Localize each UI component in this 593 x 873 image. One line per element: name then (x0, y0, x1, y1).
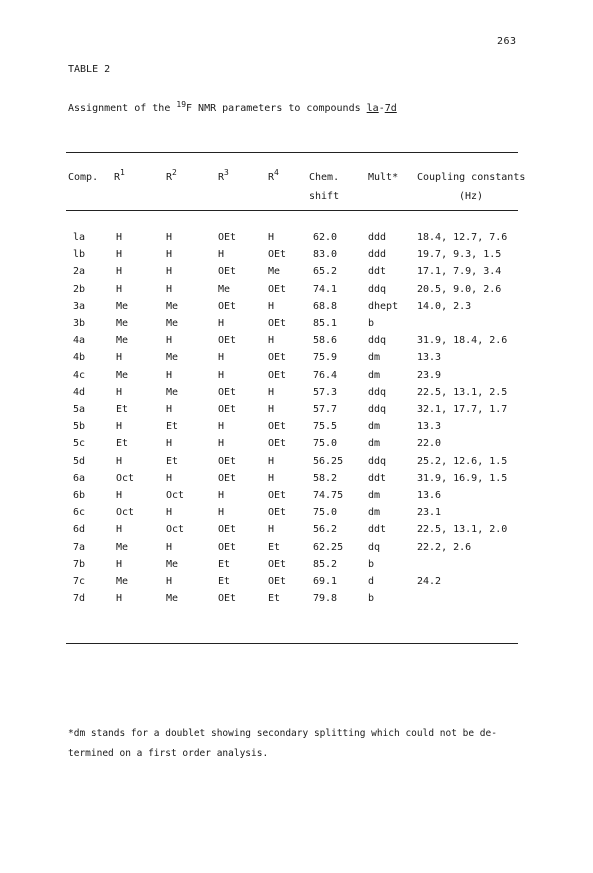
cell-r1: Me (116, 335, 129, 347)
cell-r3: H (218, 249, 225, 261)
header-r1 (114, 168, 125, 183)
cell-r2: H (166, 507, 173, 519)
cell-chem-shift: 79.8 (313, 593, 338, 605)
footnote-line2: termined on a first order analysis. (68, 748, 269, 759)
cell-r1: H (116, 232, 123, 243)
cell-coupling-constants: 31.9, 18.4, 2.6 (417, 335, 508, 347)
cell-chem-shift: 62.25 (313, 541, 344, 553)
table-row (0, 352, 593, 369)
cell-r1: H (116, 283, 123, 295)
cell-r2: Me (166, 300, 179, 312)
cell-r4: OEt (268, 249, 287, 261)
cell-multiplicity: b (368, 318, 375, 329)
cell-chem-shift: 85.1 (313, 318, 338, 329)
table-top-rule (66, 152, 518, 153)
header-r3 (218, 168, 229, 183)
cell-r3: OEt (218, 300, 237, 312)
table-header-rule (66, 210, 518, 211)
header-coupling-line1: Coupling constants (417, 172, 526, 183)
cell-r4: OEt (268, 421, 287, 433)
cell-chem-shift: 56.25 (313, 455, 344, 467)
cell-r3: H (218, 507, 225, 519)
caption-dash: - (378, 103, 385, 114)
cell-r2: H (166, 541, 173, 553)
cell-r3: OEt (218, 386, 237, 398)
table-row (0, 284, 593, 301)
cell-r2: Me (166, 386, 179, 398)
cell-chem-shift: 58.2 (313, 472, 338, 484)
cell-multiplicity: b (368, 593, 375, 605)
cell-r4: OEt (268, 558, 287, 570)
cell-r2: H (166, 472, 173, 484)
cell-chem-shift: 68.8 (313, 300, 338, 312)
cell-r3: OEt (218, 335, 237, 347)
cell-multiplicity: ddq (368, 386, 387, 398)
cell-compound: 4d (73, 386, 86, 398)
cell-r4: Me (268, 266, 281, 278)
cell-multiplicity: dhept (368, 300, 399, 312)
table-row (0, 438, 593, 455)
cell-multiplicity: ddt (368, 524, 387, 536)
cell-r4: OEt (268, 283, 287, 295)
cell-compound: 3a (73, 300, 86, 312)
cell-multiplicity: ddt (368, 266, 387, 278)
cell-r1: Oct (116, 507, 135, 519)
cell-multiplicity: ddd (368, 232, 387, 243)
cell-coupling-constants: 13.3 (417, 352, 442, 364)
cell-multiplicity: dm (368, 507, 381, 519)
cell-r3: Me (218, 283, 231, 295)
cell-multiplicity: ddd (368, 249, 387, 261)
cell-r3: H (218, 369, 225, 381)
table-label: TABLE 2 (68, 64, 111, 75)
cell-r1: Et (116, 438, 129, 450)
cell-r3: OEt (218, 266, 237, 278)
cell-compound: 7b (73, 558, 86, 570)
cell-r3: H (218, 421, 225, 433)
cell-multiplicity: ddt (368, 472, 387, 484)
cell-compound: 4c (73, 369, 86, 381)
cell-r1: H (116, 524, 123, 536)
cell-chem-shift: 62.0 (313, 232, 338, 243)
cell-r3: Et (218, 576, 231, 587)
header-r3-label: R (218, 172, 225, 183)
cell-r4: Et (268, 593, 281, 605)
cell-r1: H (116, 558, 123, 570)
cell-r1: Me (116, 576, 129, 587)
cell-coupling-constants: 23.1 (417, 507, 442, 519)
cell-r1: H (116, 421, 123, 433)
cell-r3: OEt (218, 541, 237, 553)
cell-multiplicity: b (368, 558, 375, 570)
cell-r2: H (166, 576, 173, 587)
cell-r2: Oct (166, 524, 185, 536)
cell-r2: Et (166, 455, 179, 467)
cell-multiplicity: dm (368, 369, 381, 381)
cell-r1: H (116, 249, 123, 261)
table-row (0, 387, 593, 404)
cell-chem-shift: 75.5 (313, 421, 338, 433)
cell-compound: 6d (73, 524, 86, 536)
header-r2-label: R (166, 172, 173, 183)
cell-coupling-constants: 13.3 (417, 421, 442, 433)
header-coupling-line2: (Hz) (459, 191, 484, 202)
caption-prefix: Assignment of the (68, 103, 177, 114)
cell-coupling-constants: 17.1, 7.9, 3.4 (417, 266, 502, 278)
cell-coupling-constants: 22.5, 13.1, 2.0 (417, 524, 508, 536)
cell-r1: Oct (116, 472, 135, 484)
cell-multiplicity: ddq (368, 404, 387, 415)
cell-compound: la (73, 232, 86, 243)
table-bottom-rule (66, 643, 518, 644)
cell-r3: OEt (218, 524, 237, 536)
cell-multiplicity: ddq (368, 335, 387, 347)
cell-compound: 7c (73, 576, 86, 587)
cell-compound: 2b (73, 283, 86, 295)
cell-multiplicity: dm (368, 421, 381, 433)
caption-superscript: 19 (176, 100, 187, 109)
cell-chem-shift: 57.7 (313, 404, 338, 415)
page-number: 263 (497, 36, 517, 47)
cell-multiplicity: dm (368, 438, 381, 450)
cell-coupling-constants: 22.5, 13.1, 2.5 (417, 386, 508, 398)
cell-compound: 5c (73, 438, 86, 450)
cell-r3: H (218, 490, 225, 501)
cell-r3: OEt (218, 404, 237, 415)
cell-r3: H (218, 318, 225, 329)
cell-r4: OEt (268, 352, 287, 364)
cell-multiplicity: dm (368, 352, 381, 364)
cell-chem-shift: 75.0 (313, 438, 338, 450)
cell-chem-shift: 85.2 (313, 558, 338, 570)
header-r1-label: R (114, 172, 121, 183)
cell-multiplicity: ddq (368, 455, 387, 467)
cell-compound: lb (73, 249, 86, 261)
cell-coupling-constants: 19.7, 9.3, 1.5 (417, 249, 502, 261)
header-chem-shift-line2: shift (309, 191, 340, 202)
cell-coupling-constants: 31.9, 16.9, 1.5 (417, 472, 508, 484)
table-row (0, 456, 593, 473)
cell-r3: Et (218, 558, 231, 570)
table-row (0, 507, 593, 524)
cell-r4: OEt (268, 507, 287, 519)
cell-r3: H (218, 438, 225, 450)
cell-compound: 6a (73, 472, 86, 484)
cell-r2: Me (166, 558, 179, 570)
cell-coupling-constants: 25.2, 12.6, 1.5 (417, 455, 508, 467)
cell-r2: H (166, 404, 173, 415)
cell-coupling-constants: 24.2 (417, 576, 442, 587)
table-row (0, 542, 593, 559)
cell-r1: H (116, 386, 123, 398)
table-row (0, 473, 593, 490)
table-row (0, 524, 593, 541)
table-row (0, 232, 593, 249)
cell-chem-shift: 58.6 (313, 335, 338, 347)
cell-compound: 2a (73, 266, 86, 278)
cell-chem-shift: 57.3 (313, 386, 338, 398)
cell-coupling-constants: 23.9 (417, 369, 442, 381)
header-chem-shift-line1: Chem. (309, 172, 340, 183)
cell-r1: H (116, 490, 123, 501)
table-row (0, 335, 593, 352)
cell-r1: Me (116, 369, 129, 381)
header-r3-sup: 3 (224, 168, 229, 177)
cell-r2: H (166, 266, 173, 278)
cell-coupling-constants: 13.6 (417, 490, 442, 501)
table-row (0, 421, 593, 438)
cell-r4: H (268, 300, 275, 312)
cell-chem-shift: 56.2 (313, 524, 338, 536)
cell-r2: H (166, 232, 173, 243)
caption-range-end: 7d (384, 103, 397, 114)
cell-r4: H (268, 404, 275, 415)
cell-r3: H (218, 352, 225, 364)
cell-multiplicity: ddq (368, 283, 387, 295)
cell-r4: OEt (268, 576, 287, 587)
table-row (0, 370, 593, 387)
cell-compound: 6b (73, 490, 86, 501)
cell-r2: H (166, 438, 173, 450)
cell-multiplicity: dq (368, 541, 381, 553)
cell-r4: OEt (268, 438, 287, 450)
header-r1-sup: 1 (120, 168, 125, 177)
cell-coupling-constants: 32.1, 17.7, 1.7 (417, 404, 508, 415)
table-row (0, 593, 593, 610)
table-row (0, 404, 593, 421)
caption-range-start: la (366, 103, 379, 114)
cell-coupling-constants: 22.0 (417, 438, 442, 450)
cell-r1: H (116, 266, 123, 278)
cell-r1: Et (116, 404, 129, 415)
header-r4-sup: 4 (274, 168, 279, 177)
footnote (68, 724, 497, 764)
cell-r2: Me (166, 318, 179, 329)
table-row (0, 576, 593, 593)
table-row (0, 559, 593, 576)
table-caption (68, 100, 397, 114)
header-r2-sup: 2 (172, 168, 177, 177)
cell-chem-shift: 75.9 (313, 352, 338, 364)
header-comp: Comp. (68, 172, 99, 183)
cell-compound: 5d (73, 455, 86, 467)
cell-chem-shift: 83.0 (313, 249, 338, 261)
cell-chem-shift: 69.1 (313, 576, 338, 587)
cell-compound: 7a (73, 541, 86, 553)
cell-r2: H (166, 249, 173, 261)
cell-coupling-constants: 20.5, 9.0, 2.6 (417, 283, 502, 295)
cell-r4: H (268, 232, 275, 243)
cell-chem-shift: 74.75 (313, 490, 344, 501)
cell-r4: Et (268, 541, 281, 553)
cell-r2: Me (166, 593, 179, 605)
table-row (0, 490, 593, 507)
footnote-line1: *dm stands for a doublet showing secondary splitting which could not be de- (68, 728, 497, 739)
cell-compound: 3b (73, 318, 86, 329)
cell-r4: H (268, 386, 275, 398)
cell-r2: Et (166, 421, 179, 433)
cell-r3: OEt (218, 232, 237, 243)
cell-compound: 7d (73, 593, 86, 605)
cell-chem-shift: 75.0 (313, 507, 338, 519)
cell-chem-shift: 74.1 (313, 283, 338, 295)
cell-r2: Oct (166, 490, 185, 501)
cell-r2: H (166, 283, 173, 295)
cell-coupling-constants: 22.2, 2.6 (417, 541, 472, 553)
cell-coupling-constants: 18.4, 12.7, 7.6 (417, 232, 508, 243)
table-row (0, 301, 593, 318)
cell-compound: 5a (73, 404, 86, 415)
cell-compound: 4b (73, 352, 86, 364)
cell-r2: H (166, 335, 173, 347)
cell-chem-shift: 76.4 (313, 369, 338, 381)
header-multiplicity: Mult* (368, 172, 399, 183)
cell-r2: Me (166, 352, 179, 364)
cell-r4: OEt (268, 369, 287, 381)
cell-r4: OEt (268, 318, 287, 329)
cell-coupling-constants: 14.0, 2.3 (417, 300, 472, 312)
table-row (0, 318, 593, 335)
cell-multiplicity: d (368, 576, 375, 587)
cell-compound: 6c (73, 507, 86, 519)
cell-r3: OEt (218, 593, 237, 605)
cell-r4: H (268, 335, 275, 347)
cell-r1: H (116, 455, 123, 467)
cell-multiplicity: dm (368, 490, 381, 501)
cell-r4: H (268, 524, 275, 536)
cell-r4: H (268, 455, 275, 467)
cell-r1: Me (116, 300, 129, 312)
header-r4-label: R (268, 172, 275, 183)
cell-r4: OEt (268, 490, 287, 501)
table-row (0, 266, 593, 283)
table-row (0, 249, 593, 266)
header-r2 (166, 168, 177, 183)
cell-r1: Me (116, 541, 129, 553)
cell-r2: H (166, 369, 173, 381)
cell-r3: OEt (218, 455, 237, 467)
header-r4 (268, 168, 279, 183)
cell-compound: 4a (73, 335, 86, 347)
cell-r4: H (268, 472, 275, 484)
cell-compound: 5b (73, 421, 86, 433)
cell-r3: OEt (218, 472, 237, 484)
cell-r1: H (116, 352, 123, 364)
caption-middle: F NMR parameters to compounds (186, 103, 367, 114)
cell-r1: Me (116, 318, 129, 329)
cell-r1: H (116, 593, 123, 605)
cell-chem-shift: 65.2 (313, 266, 338, 278)
